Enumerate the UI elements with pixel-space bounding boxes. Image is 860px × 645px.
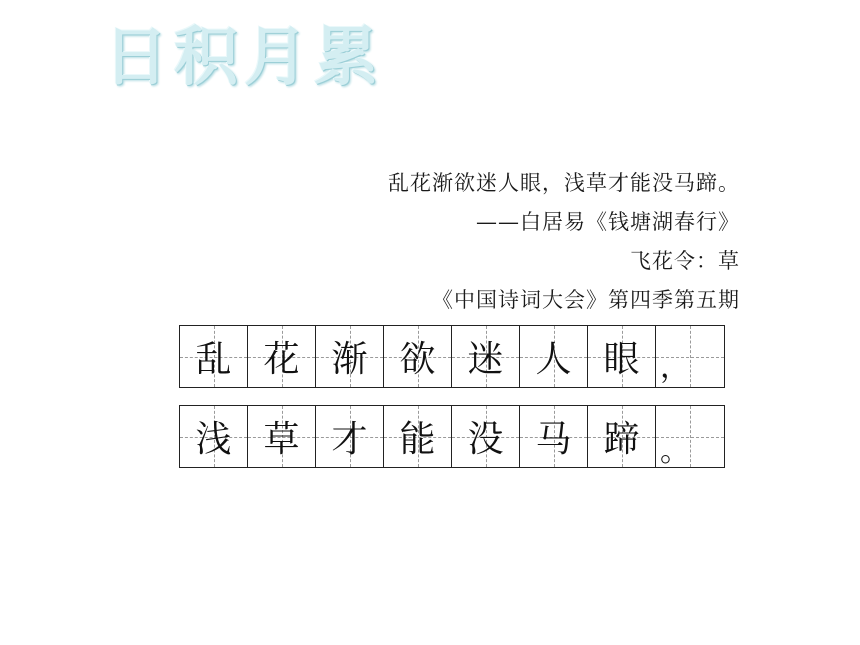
poem-block (180, 164, 740, 320)
grid-character: 草 (263, 419, 300, 460)
grid-cell (452, 326, 520, 387)
grid-cell (316, 326, 384, 387)
grid-cell (180, 406, 248, 467)
grid-cell-punctuation (656, 406, 724, 467)
grid-character: 才 (331, 419, 368, 460)
poem-attribution: ——白居易《钱塘湖春行》 (476, 210, 740, 234)
grid-character: 渐 (331, 339, 368, 380)
flying-flower-keyword: 飞花令：草 (630, 249, 740, 273)
writing-grid-row-1 (179, 325, 725, 388)
poem-verse: 乱花渐欲迷人眼，浅草才能没马蹄。 (388, 171, 740, 195)
grid-cell-punctuation (656, 326, 724, 387)
grid-character: 浅 (195, 419, 232, 460)
grid-character: 眼 (603, 339, 640, 380)
grid-cell (384, 406, 452, 467)
grid-cell (316, 406, 384, 467)
grid-cell (180, 326, 248, 387)
grid-cell (520, 326, 588, 387)
grid-punctuation: 。 (660, 433, 690, 469)
grid-punctuation: ， (660, 349, 690, 385)
grid-cell (384, 326, 452, 387)
grid-cell (248, 326, 316, 387)
grid-cell (588, 406, 656, 467)
grid-cell (588, 326, 656, 387)
grid-character: 没 (467, 419, 504, 460)
writing-grid-row-2 (179, 405, 725, 468)
grid-cell (452, 406, 520, 467)
grid-cell (248, 406, 316, 467)
grid-character: 能 (399, 419, 436, 460)
grid-character: 蹄 (603, 419, 640, 460)
grid-cell (520, 406, 588, 467)
page-title: 日积月累 (104, 21, 384, 95)
grid-character: 花 (263, 339, 300, 380)
grid-character: 人 (535, 339, 572, 380)
poem-source: 《中国诗词大会》第四季第五期 (432, 288, 740, 312)
grid-character: 迷 (467, 339, 504, 380)
grid-character: 乱 (195, 339, 232, 380)
grid-character: 马 (535, 419, 572, 460)
grid-character: 欲 (399, 339, 436, 380)
